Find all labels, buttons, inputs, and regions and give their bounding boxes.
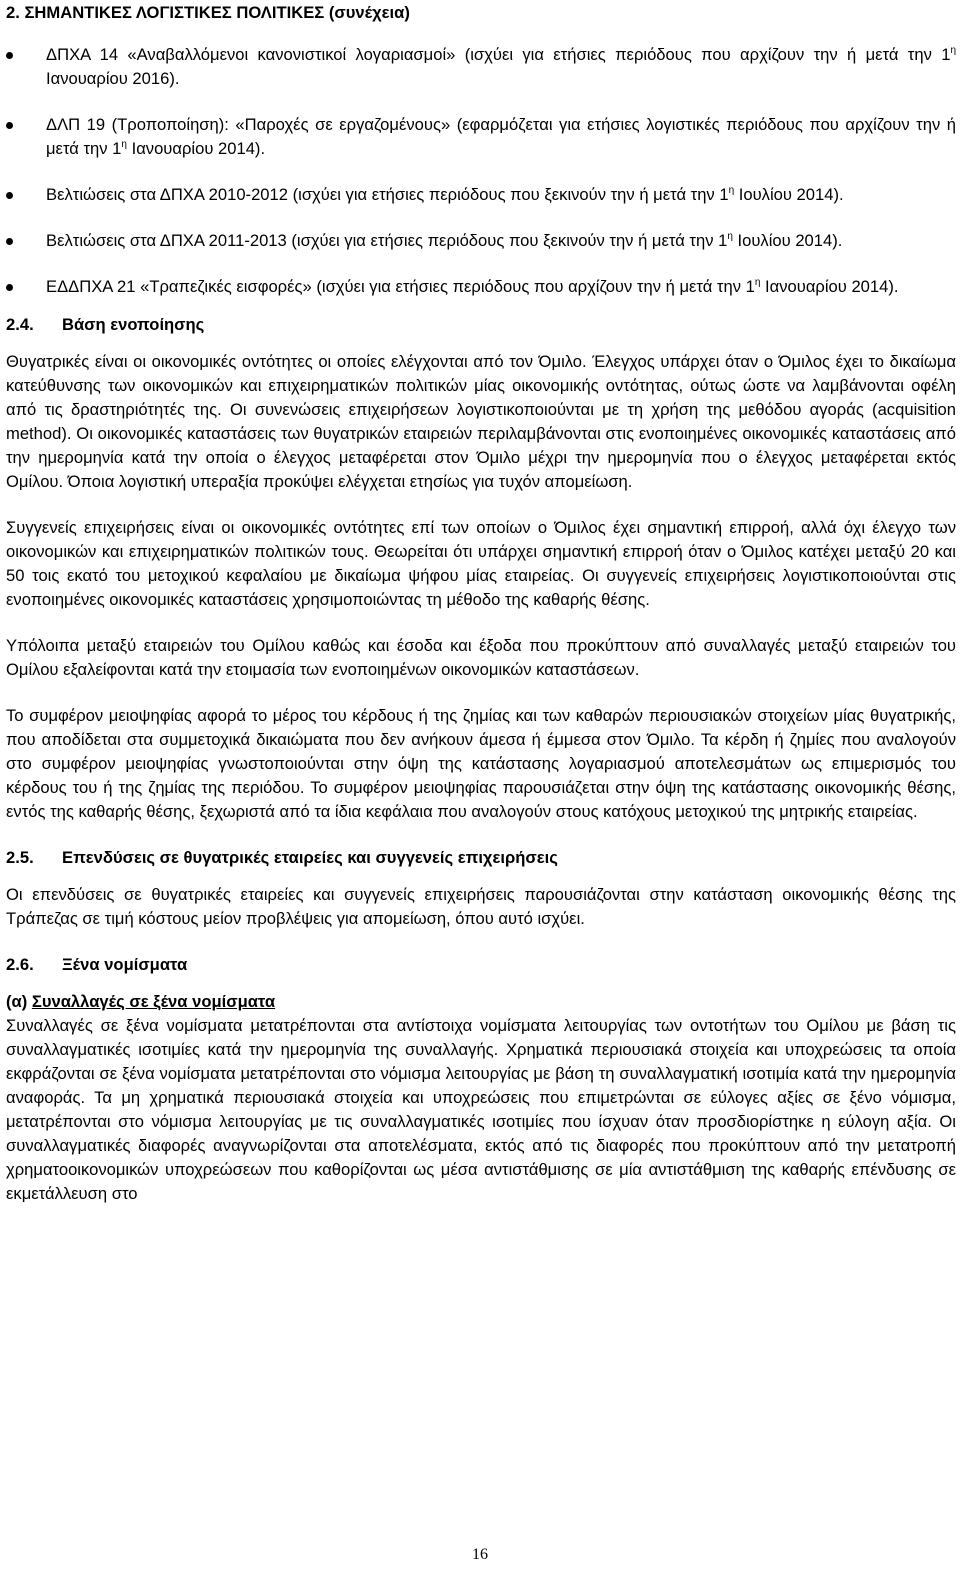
list-item: Βελτιώσεις στα ΔΠΧΑ 2010-2012 (ισχύει για ετήσιες περιόδους που ξεκινούν την ή μετά την $1^\eta$ Ιουλίου 2014). <box>6 183 956 207</box>
paragraph: Υπόλοιπα μεταξύ εταιρειών του Ομίλου καθώς και έσοδα και έξοδα που προκύπτουν από συναλλαγές μεταξύ εταιρειών του Ομίλου εξαλείφονται κατά την ετοιμασία των ενοποιημένων οικονομικών καταστάσεων. <box>6 636 956 679</box>
document-page <box>6 0 956 1228</box>
standards-list <box>6 43 956 299</box>
subheading-label: (α) <box>6 992 28 1011</box>
heading-foreign-currencies <box>6 953 956 977</box>
heading-title: Ξένα νομίσματα <box>62 955 188 974</box>
list-item: ΔΛΠ 19 (Τροποποίηση): «Παροχές σε εργαζομένους» (εφαρμόζεται για ετήσιες λογιστικές περιόδους που αρχίζουν την ή μετά την $1^\eta$ Ιανουαρίου 2014). <box>6 113 956 161</box>
section-title: 2. ΣΗΜΑΝΤΙΚΕΣ ΛΟΓΙΣΤΙΚΕΣ ΠΟΛΙΤΙΚΕΣ (συνέχεια) <box>6 3 410 22</box>
heading-number: 2.6. <box>6 955 34 974</box>
paragraph: Το συμφέρον μειοψηφίας αφορά το μέρος του κέρδους ή της ζημίας και των καθαρών περιουσιακών στοιχείων μίας θυγατρικής, που αποδίδεται στα συμμετοχικά δικαιώματα που δεν ανήκουν άμεσα ή έμμεσα στον Όμιλο. Τα κέρδη ή ζημίες που αναλογούν στο συμφέρον μειοψηφίας γνωστοποιούνται στην όψη της κατάστασης λογαριασμού αποτελεσμάτων ως επιμερισμός του κέρδους του ή της ζημίας της περιόδου. Το συμφέρον μειοψηφίας παρουσιάζεται στην όψη της κατάστασης οικονομικής θέσης, εντός της καθαρής θέσης, ξεχωριστά από τα ίδια κεφάλαια που αναλογούν στους κατόχους μετοχικού της μητρικής εταιρείας. <box>6 706 956 821</box>
page-number: 16 <box>472 1546 488 1563</box>
bullet-dot <box>6 192 13 199</box>
bullet-dot <box>6 122 13 129</box>
subheading-foreign-transactions <box>6 990 956 1014</box>
heading-title: Επενδύσεις σε θυγατρικές εταιρείες και συγγενείς επιχειρήσεις <box>62 848 558 867</box>
heading-number: 2.4. <box>6 315 34 334</box>
paragraph: Θυγατρικές είναι οι οικονομικές οντότητες οι οποίες ελέγχονται από τον Όμιλο. Έλεγχος υπάρχει όταν ο Όμιλος έχει το δικαίωμα κατεύθυνσης των οικονομικών και επιχειρηματικών πολιτικών μίας οικονομικής οντότητας, ούτως ώστε να λαμβάνονται οφέλη από τις δραστηριότητές της. Οι συνενώσεις επιχειρήσεων λογιστικοποιούνται με τη χρήση της μεθόδου αγοράς (acquisition method). Οι οικονομικές καταστάσεις των θυγατρικών εταιρειών περιλαμβάνονται στις ενοποιημένες οικονομικές καταστάσεις από την ημερομηνία κατά την οποία ο έλεγχος μεταφέρεται στον Όμιλο μέχρι την ημερομηνία που ο έλεγχος μεταφέρεται εκτός Ομίλου. Όποια λογιστική υπεραξία προκύψει ελέγχεται ετησίως για τυχόν απομείωση. <box>6 352 956 491</box>
paragraph: Συναλλαγές σε ξένα νομίσματα μετατρέπονται στα αντίστοιχα νομίσματα λειτουργίας των οντοτήτων του Ομίλου με βάση τις συναλλαγματικές ισοτιμίες κατά την ημερομηνία της συναλλαγής. Χρηματικά περιουσιακά στοιχεία και υποχρεώσεις τα οποία εκφράζονται σε ξένα νομίσματα μετατρέπονται στο νόμισμα λειτουργίας με βάση τη συναλλαγματική ισοτιμία κατά την ημερομηνία αναφοράς. Τα μη χρηματικά περιουσιακά στοιχεία και υποχρεώσεις που επιμετρώνται σε εύλογες αξίες σε ξένο νόμισμα, μετατρέπονται στο νόμισμα λειτουργίας με τις συναλλαγματικές ισοτιμίες που ίσχυαν όταν προσδιορίστηκε η εύλογη αξία. Οι συναλλαγματικές διαφορές αναγνωρίζονται στα αποτελέσματα, εκτός από τις διαφορές που προκύπτουν από την μετατροπή χρηματοοικονομικών υποχρεώσεων που καθορίζονται ως μέσα αντιστάθμισης σε μία αντιστάθμιση της καθαρής επένδυσης σε εκμετάλλευση στο <box>6 1016 956 1203</box>
list-item: Βελτιώσεις στα ΔΠΧΑ 2011-2013 (ισχύει για ετήσιες περιόδους που ξεκινούν την ή μετά την $1^\eta$ Ιουλίου 2014). <box>6 229 956 253</box>
heading-title: Βάση ενοποίησης <box>62 315 205 334</box>
bullet-dot <box>6 238 13 245</box>
heading-investments <box>6 846 956 870</box>
subheading-title: Συναλλαγές σε ξένα νομίσματα <box>31 992 276 1011</box>
bullet-dot <box>6 284 13 291</box>
heading-basis-of-consolidation <box>6 313 956 337</box>
heading-number: 2.5. <box>6 848 34 867</box>
paragraph: Οι επενδύσεις σε θυγατρικές εταιρείες και συγγενείς επιχειρήσεις παρουσιάζονται στην κατάσταση οικονομικής θέσης της Τράπεζας σε τιμή κόστους μείον προβλέψεις για απομείωση, όπου αυτό ισχύει. <box>6 885 956 928</box>
bullet-dot <box>6 52 13 59</box>
paragraph: Συγγενείς επιχειρήσεις είναι οι οικονομικές οντότητες επί των οποίων ο Όμιλος έχει σημαντική επιρροή, αλλά όχι έλεγχο των οικονομικών και επιχειρηματικών πολιτικών τους. Θεωρείται ότι υπάρχει σημαντική επιρροή όταν ο Όμιλος κατέχει μεταξύ 20 και 50 τοις εκατό του μετοχικού κεφαλαίου με δικαίωμα ψήφου μίας εταιρείας. Οι συγγενείς επιχειρήσεις λογιστικοποιούνται στις ενοποιημένες οικονομικές καταστάσεις χρησιμοποιώντας τη μέθοδο της καθαρής θέσης. <box>6 518 956 609</box>
list-item: ΔΠΧΑ 14 «Αναβαλλόμενοι κανονιστικοί λογαριασμοί» (ισχύει για ετήσιες περιόδους που αρχίζουν την ή μετά την $1^\eta$ Ιανουαρίου 2016). <box>6 43 956 91</box>
list-item: ΕΔΔΠΧΑ 21 «Τραπεζικές εισφορές» (ισχύει για ετήσιες περιόδους που αρχίζουν την ή μετά την $1^\eta$ Ιανουαρίου 2014). <box>6 275 956 299</box>
